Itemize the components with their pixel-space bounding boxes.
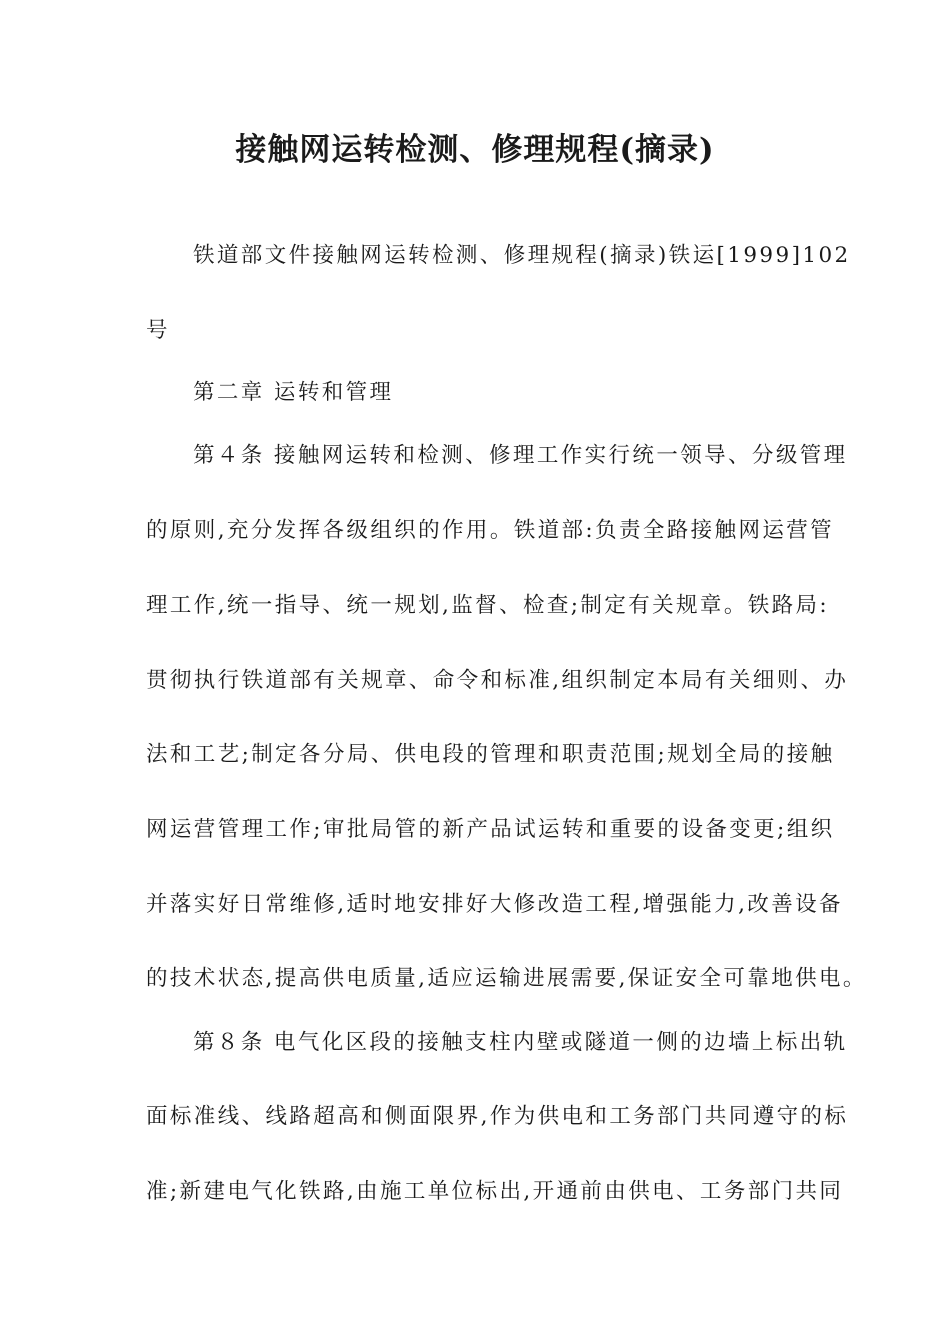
paragraph-line: 法和工艺;制定各分局、供电段的管理和职责范围;规划全局的接触: [146, 742, 835, 767]
paragraph-line: 号: [146, 318, 170, 343]
document-title: 接触网运转检测、修理规程(摘录): [235, 132, 715, 168]
paragraph-line: 第４条 接触网运转和检测、修理工作实行统一领导、分级管理: [193, 443, 848, 468]
chapter-heading: 第二章 运转和管理: [193, 380, 394, 405]
paragraph-line: 贯彻执行铁道部有关规章、命令和标准,组织制定本局有关细则、办: [146, 668, 849, 693]
paragraph-line: 准;新建电气化铁路,由施工单位标出,开通前由供电、工务部门共同: [146, 1179, 844, 1204]
paragraph-line: 面标准线、线路超高和侧面限界,作为供电和工务部门共同遵守的标: [146, 1104, 849, 1129]
paragraph-line: 的原则,充分发挥各级组织的作用。铁道部:负责全路接触网运营管: [146, 518, 835, 543]
paragraph-line: 并落实好日常维修,适时地安排好大修改造工程,增强能力,改善设备: [146, 892, 843, 917]
paragraph-line: 第８条 电气化区段的接触支柱内壁或隧道一侧的边墙上标出轨: [193, 1030, 848, 1055]
paragraph-line: 理工作,统一指导、统一规划,监督、检查;制定有关规章。铁路局:: [146, 593, 830, 618]
paragraph-line: 网运营管理工作;审批局管的新产品试运转和重要的设备变更;组织: [146, 817, 835, 842]
paragraph-line: 铁道部文件接触网运转检测、修理规程(摘录)铁运[1999]102: [193, 243, 851, 268]
paragraph-line: 的技术状态,提高供电质量,适应运输进展需要,保证安全可靠地供电。: [146, 966, 867, 991]
